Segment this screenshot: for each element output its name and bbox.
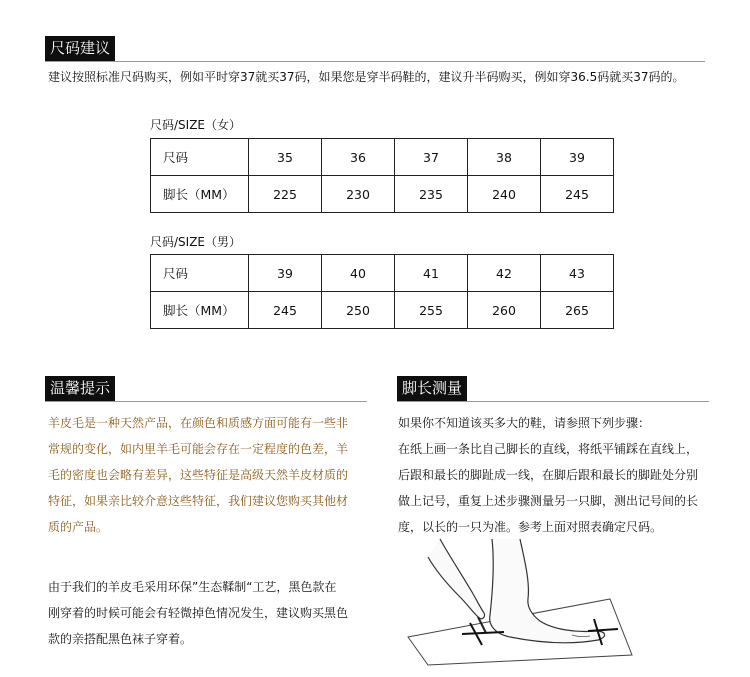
tips-line: 特征，如果亲比较介意这些特征，我们建议您购买其他材	[48, 494, 349, 508]
tips-line: 刚穿着的时候可能会有轻微掉色情况发生，建议购买黑色	[48, 606, 349, 620]
size-cell: 43	[541, 255, 614, 292]
length-cell: 245	[249, 292, 322, 329]
size-cell: 42	[468, 255, 541, 292]
measure-line: 做上记号，重复上述步骤测量另一只脚，测出记号间的长	[398, 494, 699, 508]
measure-line: 在纸上画一条比自己脚长的直线，将纸平铺踩在直线上，	[398, 442, 699, 456]
length-cell: 245	[541, 176, 614, 213]
heel-mark	[462, 632, 504, 634]
measure-line: 度，以长的一只为准。参考上面对照表确定尺码。	[398, 520, 663, 534]
size-cell: 41	[395, 255, 468, 292]
length-cell: 255	[395, 292, 468, 329]
table-row	[151, 255, 614, 292]
size-cell: 36	[322, 139, 395, 176]
tips-line: 质的产品。	[48, 520, 109, 534]
hand-outline	[428, 539, 485, 619]
toe-mark	[588, 629, 618, 631]
length-cell: 260	[468, 292, 541, 329]
size-cell: 37	[395, 139, 468, 176]
length-cell: 250	[322, 292, 395, 329]
men-size-table	[150, 254, 614, 329]
size-cell: 39	[541, 139, 614, 176]
measure-body	[398, 410, 718, 540]
tips-line: 款的亲搭配黑色袜子穿着。	[48, 632, 193, 646]
measure-divider	[397, 401, 709, 402]
foot-measurement-illustration	[400, 537, 640, 670]
row-label-size: 尺码	[151, 255, 249, 292]
length-cell: 265	[541, 292, 614, 329]
size-cell: 35	[249, 139, 322, 176]
length-cell: 240	[468, 176, 541, 213]
size-cell: 38	[468, 139, 541, 176]
size-advice-title: 尺码建议	[45, 36, 115, 61]
length-cell: 235	[395, 176, 468, 213]
measure-line: 如果你不知道该买多大的鞋，请参照下列步骤：	[398, 416, 651, 430]
pencil-icon	[478, 617, 486, 633]
tips-body	[48, 410, 368, 652]
tips-divider	[45, 401, 367, 402]
row-label-foot-length: 脚长（MM）	[151, 292, 249, 329]
men-table-caption: 尺码/SIZE（男）	[150, 235, 242, 249]
table-row	[151, 176, 614, 213]
table-row	[151, 139, 614, 176]
row-label-size: 尺码	[151, 139, 249, 176]
size-advice-text: 建议按照标准尺码购买，例如平时穿37就买37码，如果您是穿半码鞋的，建议升半码购买，例如穿36.5码就买37码的。	[48, 70, 685, 84]
row-label-foot-length: 脚长（MM）	[151, 176, 249, 213]
size-advice-divider	[45, 61, 705, 62]
tips-line: 由于我们的羊皮毛采用环保”生态鞣制“工艺，黑色款在	[48, 580, 337, 594]
women-table-caption: 尺码/SIZE（女）	[150, 118, 242, 132]
tips-line: 羊皮毛是一种天然产品，在颜色和质感方面可能有一些非	[48, 416, 349, 430]
length-cell: 230	[322, 176, 395, 213]
length-cell: 225	[249, 176, 322, 213]
tips-line: 毛的密度也会略有差异，这些特征是高级天然羊皮材质的	[48, 468, 349, 482]
measure-line: 后跟和最长的脚趾成一线，在脚后跟和最长的脚趾处分别	[398, 468, 699, 482]
tips-title: 温馨提示	[45, 376, 115, 401]
table-row	[151, 292, 614, 329]
tips-line: 常规的变化，如内里羊毛可能会存在一定程度的色差，羊	[48, 442, 349, 456]
measure-title: 脚长测量	[397, 376, 467, 401]
size-cell: 40	[322, 255, 395, 292]
women-size-table	[150, 138, 614, 213]
foot-outline	[490, 539, 605, 643]
size-cell: 39	[249, 255, 322, 292]
